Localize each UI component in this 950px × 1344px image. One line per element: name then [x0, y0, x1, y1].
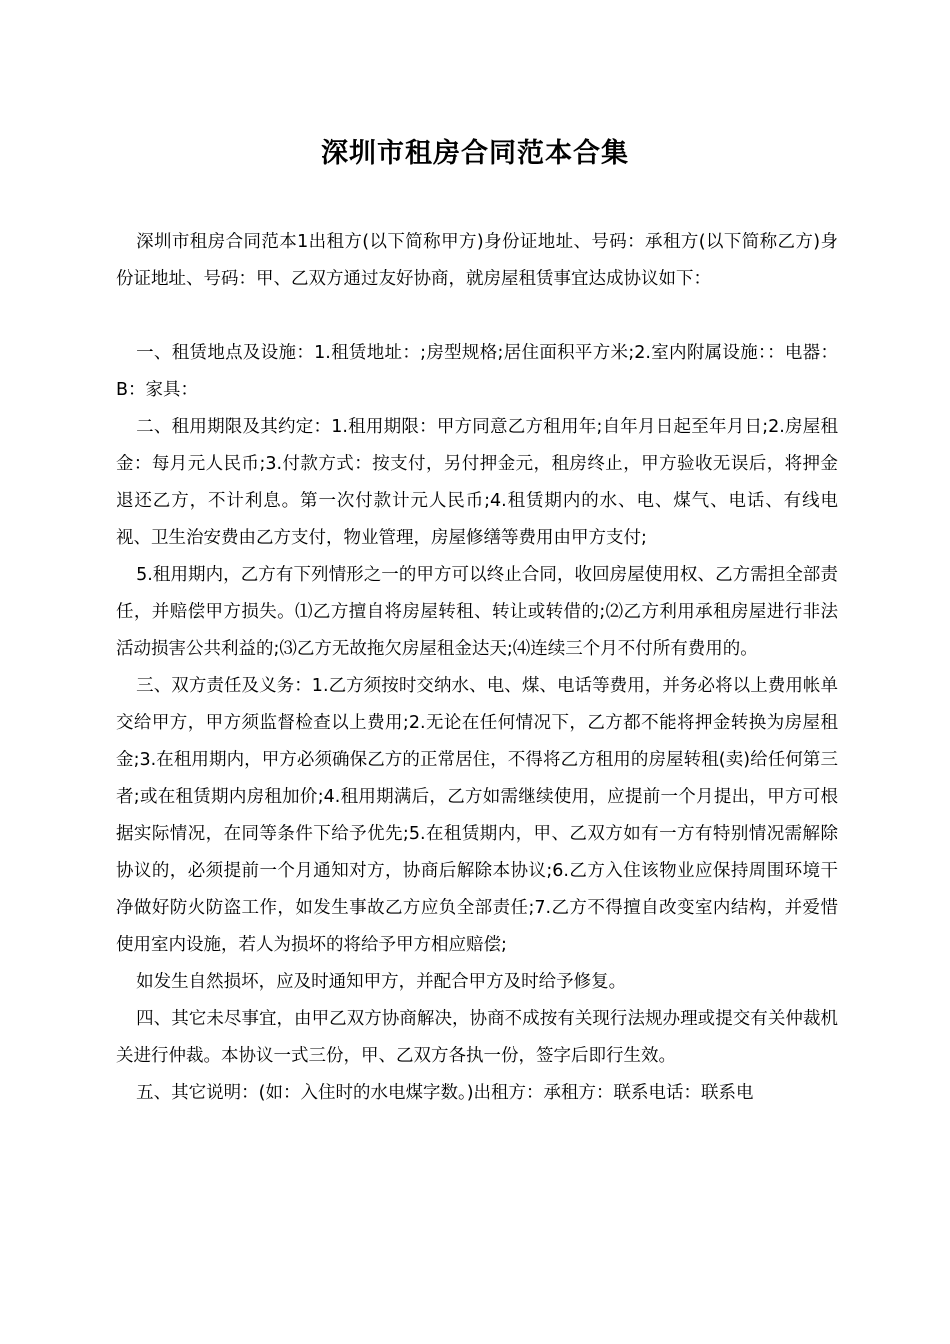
paragraph-section-3: 三、双方责任及义务：1.乙方须按时交纳水、电、煤、电话等费用，并务必将以上费用帐单交给甲方，甲方须监督检查以上费用;2.无论在任何情况下，乙方都不能将押金转换为房屋租金;3.在租用期内，甲方必须确保乙方的正常居住，不得将乙方租用的房屋转租(卖)给任何第三者;或在租赁期内房租加价;4.租用期满后，乙方如需继续使用，应提前一个月提出，甲方可根据实际情况，在同等条件下给予优先;5.在租赁期内，甲、乙双方如有一方有特别情况需解除协议的，必须提前一个月通知对方，协商后解除本协议;6.乙方入住该物业应保持周围环境干净做好防火防盗工作，如发生事故乙方应负全部责任;7.乙方不得擅自改变室内结构，并爱惜使用室内设施，若人为损坏的将给予甲方相应赔偿; — [116, 676, 838, 955]
paragraph-section-4: 四、其它未尽事宜，由甲乙双方协商解决，协商不成按有关现行法规办理或提交有关仲裁机关进行仲裁。本协议一式三份，甲、乙双方各执一份，签字后即行生效。 — [116, 1009, 838, 1066]
paragraph-section-1: 一、租赁地点及设施：1.租赁地址：;房型规格;居住面积平方米;2.室内附属设施：：电器：B：家具： — [116, 343, 838, 400]
document-body — [116, 224, 838, 1112]
paragraph-section-2: 二、租用期限及其约定：1.租用期限：甲方同意乙方租用年;自年月日起至年月日;2.房屋租金：每月元人民币;3.付款方式：按支付，另付押金元，租房终止，甲方验收无误后，将押金退还乙方，不计利息。第一次付款计元人民币;4.租赁期内的水、电、煤气、电话、有线电视、卫生治安费由乙方支付，物业管理，房屋修缮等费用由甲方支付; — [116, 417, 838, 548]
paragraph-natural-damage: 如发生自然损坏，应及时通知甲方，并配合甲方及时给予修复。 — [136, 972, 627, 992]
paragraph-section-5: 五、其它说明：(如：入住时的水电煤字数。)出租方：承租方：联系电话：联系电 — [136, 1083, 754, 1103]
paragraph-intro: 深圳市租房合同范本1出租方(以下简称甲方)身份证地址、号码：承租方(以下简称乙方)身份证地址、号码：甲、乙双方通过友好协商，就房屋租赁事宜达成协议如下： — [116, 232, 838, 289]
document-title: 深圳市租房合同范本合集 — [321, 138, 629, 169]
paragraph-section-2-item-5: 5.租用期内，乙方有下列情形之一的甲方可以终止合同，收回房屋使用权、乙方需担全部责任，并赔偿甲方损失。⑴乙方擅自将房屋转租、转让或转借的;⑵乙方利用承租房屋进行非法活动损害公共利益的;⑶乙方无故拖欠房屋租金达天;⑷连续三个月不付所有费用的。 — [116, 565, 838, 659]
